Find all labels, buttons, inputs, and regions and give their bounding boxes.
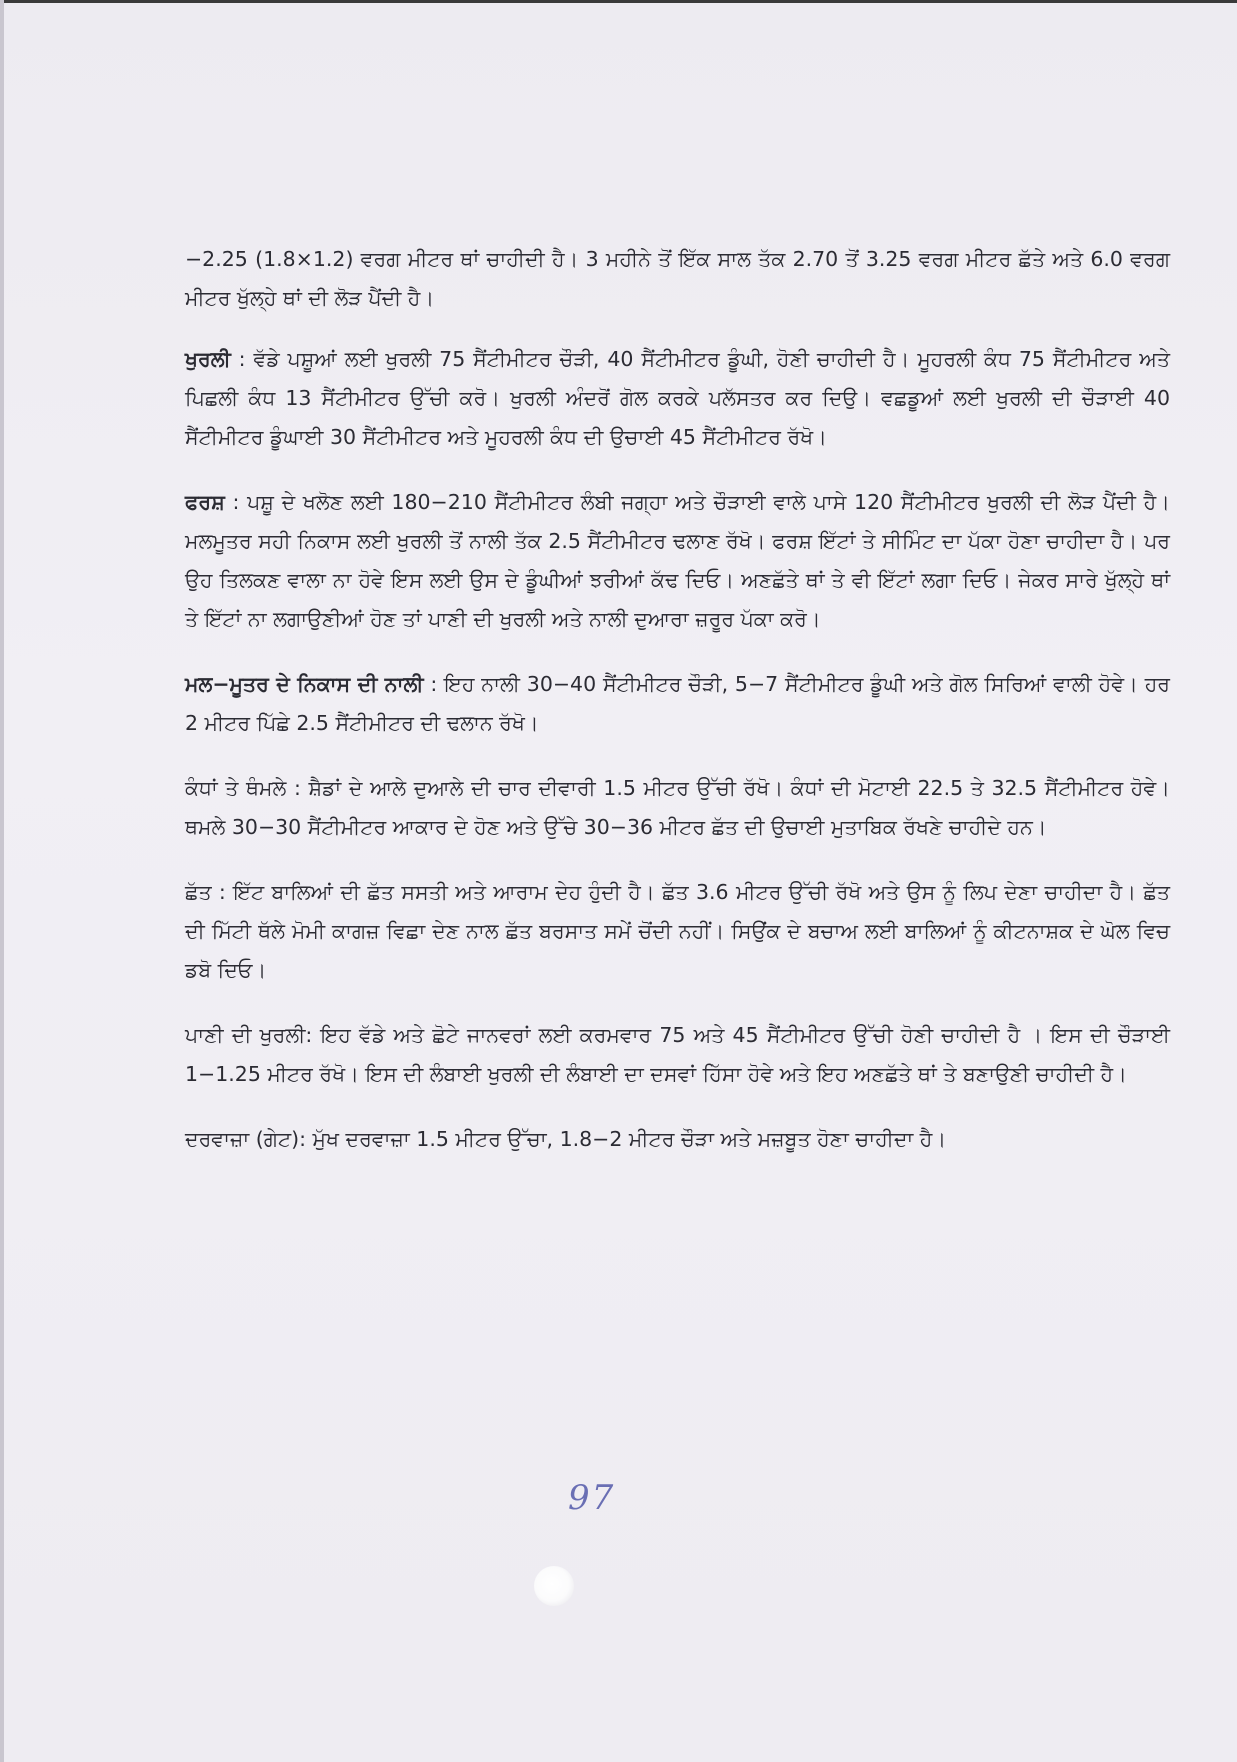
paragraph-water-trough	[185, 1016, 1170, 1094]
paragraph-drain	[185, 665, 1170, 743]
document-body	[185, 240, 1170, 1185]
paragraph-text: ਛੱਤ : ਇੱਟ ਬਾਲਿਆਂ ਦੀ ਛੱਤ ਸਸਤੀ ਅਤੇ ਆਰਾਮ ਦੇਹ ਹੁੰਦੀ ਹੈ। ਛੱਤ 3.6 ਮੀਟਰ ਉੱਚੀ ਰੱਖੋ ਅਤੇ ਉਸ ਨੂੰ ਲਿਪ ਦੇਣਾ ਚਾਹੀਦਾ ਹੈ। ਛੱਤ ਦੀ ਮਿੱਟੀ ਥੱਲੇ ਮੋਮੀ ਕਾਗਜ਼ ਵਿਛਾ ਦੇਣ ਨਾਲ ਛੱਤ ਬਰਸਾਤ ਸਮੇਂ ਚੋਂਦੀ ਨਹੀਂ। ਸਿਉਂਕ ਦੇ ਬਚਾਅ ਲਈ ਬਾਲਿਆਂ ਨੂੰ ਕੀਟਨਾਸ਼ਕ ਦੇ ਘੋਲ ਵਿਚ ਡਬੋ ਦਿਓ।	[185, 880, 1170, 982]
paragraph-roof	[185, 873, 1170, 990]
paragraph-heading: ਫਰਸ਼	[185, 490, 225, 514]
scan-top-edge	[0, 0, 1237, 3]
paragraph-heading: ਮਲ−ਮੂਤਰ ਦੇ ਨਿਕਾਸ ਦੀ ਨਾਲੀ	[185, 672, 424, 696]
paragraph-text: : ਵੱਡੇ ਪਸ਼ੂਆਂ ਲਈ ਖੁਰਲੀ 75 ਸੈਂਟੀਮੀਟਰ ਚੌੜੀ, 40 ਸੈਂਟੀਮੀਟਰ ਡੂੰਘੀ, ਹੋਣੀ ਚਾਹੀਦੀ ਹੈ। ਮੂਹਰਲੀ ਕੰਧ 75 ਸੈਂਟੀਮੀਟਰ ਅਤੇ ਪਿਛਲੀ ਕੰਧ 13 ਸੈਂਟੀਮੀਟਰ ਉੱਚੀ ਕਰੋ। ਖੁਰਲੀ ਅੰਦਰੋਂ ਗੋਲ ਕਰਕੇ ਪਲੱਸਤਰ ਕਰ ਦਿਉ। ਵਛਡੂਆਂ ਲਈ ਖੁਰਲੀ ਦੀ ਚੌੜਾਈ 40 ਸੈਂਟੀਮੀਟਰ ਡੂੰਘਾਈ 30 ਸੈਂਟੀਮੀਟਰ ਅਤੇ ਮੂਹਰਲੀ ਕੰਧ ਦੀ ਉਚਾਈ 45 ਸੈਂਟੀਮੀਟਰ ਰੱਖੋ।	[185, 347, 1170, 449]
paragraph-text: −2.25 (1.8×1.2) ਵਰਗ ਮੀਟਰ ਥਾਂ ਚਾਹੀਦੀ ਹੈ। 3 ਮਹੀਨੇ ਤੋਂ ਇੱਕ ਸਾਲ ਤੱਕ 2.70 ਤੋਂ 3.25 ਵਰਗ ਮੀਟਰ ਛੱਤੇ ਅਤੇ 6.0 ਵਰਗ ਮੀਟਰ ਖੁੱਲ੍ਹੇ ਥਾਂ ਦੀ ਲੋੜ ਪੈਂਦੀ ਹੈ।	[185, 247, 1170, 310]
paragraph-text: ਦਰਵਾਜ਼ਾ (ਗੇਟ): ਮੁੱਖ ਦਰਵਾਜ਼ਾ 1.5 ਮੀਟਰ ਉੱਚਾ, 1.8−2 ਮੀਟਰ ਚੌੜਾ ਅਤੇ ਮਜ਼ਬੂਤ ਹੋਣਾ ਚਾਹੀਦਾ ਹੈ।	[185, 1127, 947, 1151]
paragraph-heading: ਖੁਰਲੀ	[185, 347, 231, 371]
paragraph-text: : ਇਹ ਨਾਲੀ 30−40 ਸੈਂਟੀਮੀਟਰ ਚੌੜੀ, 5−7 ਸੈਂਟੀਮੀਟਰ ਡੂੰਘੀ ਅਤੇ ਗੋਲ ਸਿਰਿਆਂ ਵਾਲੀ ਹੋਵੇ। ਹਰ 2 ਮੀਟਰ ਪਿੱਛੇ 2.5 ਸੈਂਟੀਮੀਟਰ ਦੀ ਢਲਾਨ ਰੱਖੋ।	[185, 672, 1170, 735]
scan-left-edge	[0, 0, 4, 1762]
punch-hole	[534, 1566, 574, 1606]
paragraph-text: ਪਾਣੀ ਦੀ ਖੁਰਲੀ: ਇਹ ਵੱਡੇ ਅਤੇ ਛੋਟੇ ਜਾਨਵਰਾਂ ਲਈ ਕਰਮਵਾਰ 75 ਅਤੇ 45 ਸੈਂਟੀਮੀਟਰ ਉੱਚੀ ਹੋਣੀ ਚਾਹੀਦੀ ਹੈ । ਇਸ ਦੀ ਚੌੜਾਈ 1−1.25 ਮੀਟਰ ਰੱਖੋ। ਇਸ ਦੀ ਲੰਬਾਈ ਖੁਰਲੀ ਦੀ ਲੰਬਾਈ ਦਾ ਦਸਵਾਂ ਹਿੱਸਾ ਹੋਵੇ ਅਤੇ ਇਹ ਅਣਛੱਤੇ ਥਾਂ ਤੇ ਬਣਾਉਣੀ ਚਾਹੀਦੀ ਹੈ।	[185, 1023, 1170, 1086]
paragraph-walls	[185, 769, 1170, 847]
paragraph-intro	[185, 240, 1170, 318]
paragraph-text: : ਪਸ਼ੂ ਦੇ ਖਲੋਣ ਲਈ 180−210 ਸੈਂਟੀਮੀਟਰ ਲੰਬੀ ਜਗ੍ਹਾ ਅਤੇ ਚੌੜਾਈ ਵਾਲੇ ਪਾਸੇ 120 ਸੈਂਟੀਮੀਟਰ ਖੁਰਲੀ ਦੀ ਲੋੜ ਪੈਂਦੀ ਹੈ। ਮਲਮੂਤਰ ਸਹੀ ਨਿਕਾਸ ਲਈ ਖੁਰਲੀ ਤੋਂ ਨਾਲੀ ਤੱਕ 2.5 ਸੈਂਟੀਮੀਟਰ ਢਲਾਣ ਰੱਖੋ। ਫਰਸ਼ ਇੱਟਾਂ ਤੇ ਸੀਮਿੰਟ ਦਾ ਪੱਕਾ ਹੋਣਾ ਚਾਹੀਦਾ ਹੈ। ਪਰ ਉਹ ਤਿਲਕਣ ਵਾਲਾ ਨਾ ਹੋਵੇ ਇਸ ਲਈ ਉਸ ਦੇ ਡੂੰਘੀਆਂ ਝਰੀਆਂ ਕੱਢ ਦਿਓ। ਅਣਛੱਤੇ ਥਾਂ ਤੇ ਵੀ ਇੱਟਾਂ ਲਗਾ ਦਿਓ। ਜੇਕਰ ਸਾਰੇ ਖੁੱਲ੍ਹੇ ਥਾਂ ਤੇ ਇੱਟਾਂ ਨਾ ਲਗਾਉਣੀਆਂ ਹੋਣ ਤਾਂ ਪਾਣੀ ਦੀ ਖੁਰਲੀ ਅਤੇ ਨਾਲੀ ਦੁਆਰਾ ਜ਼ਰੂਰ ਪੱਕਾ ਕਰੋ।	[185, 490, 1170, 631]
paragraph-gate	[185, 1120, 1170, 1159]
paragraph-text: ਕੰਧਾਂ ਤੇ ਥੰਮਲੇ : ਸ਼ੈਡਾਂ ਦੇ ਆਲੇ ਦੁਆਲੇ ਦੀ ਚਾਰ ਦੀਵਾਰੀ 1.5 ਮੀਟਰ ਉੱਚੀ ਰੱਖੋ। ਕੰਧਾਂ ਦੀ ਮੋਟਾਈ 22.5 ਤੇ 32.5 ਸੈਂਟੀਮੀਟਰ ਹੋਵੇ। ਥਮਲੇ 30−30 ਸੈਂਟੀਮੀਟਰ ਆਕਾਰ ਦੇ ਹੋਣ ਅਤੇ ਉੱਚੇ 30−36 ਮੀਟਰ ਛੱਤ ਦੀ ਉਚਾਈ ਮੁਤਾਬਿਕ ਰੱਖਣੇ ਚਾਹੀਦੇ ਹਨ।	[185, 776, 1170, 839]
paragraph-khurli	[185, 340, 1170, 457]
paragraph-farsh	[185, 483, 1170, 639]
page-number: 97	[568, 1478, 616, 1518]
